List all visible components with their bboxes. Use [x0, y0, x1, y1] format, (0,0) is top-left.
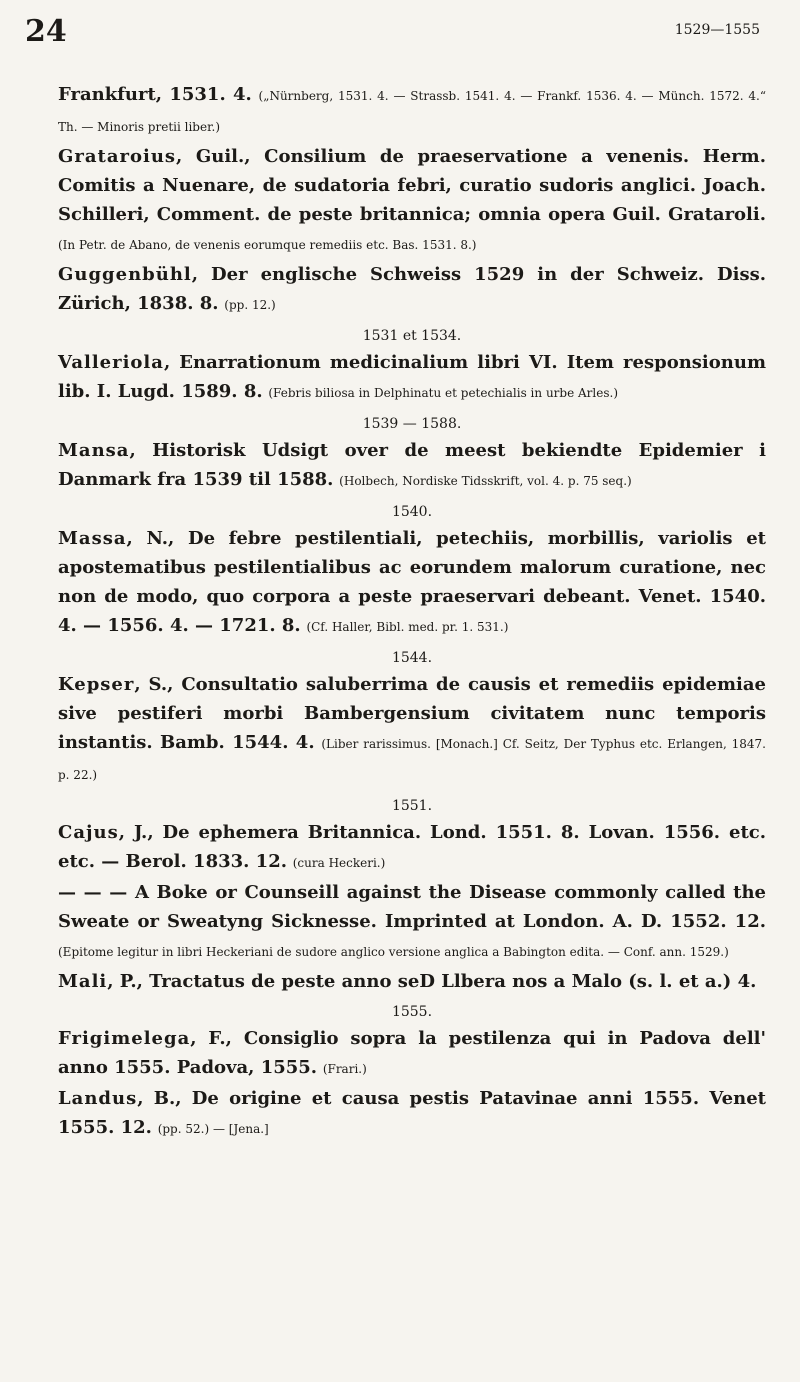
- year-heading: 1551.: [391, 798, 433, 814]
- entry-cajus: Cajus, J., De ephemera Britannica. Lond. 1551. 8. Lovan. 1556. etc. etc. — Berol. 1833. 12. (cura Heckeri.): [58, 822, 766, 872]
- entry-mansa: Mansa, Historisk Udsigt over de meest bekiendte Epidemier i Danmark fra 1539 til 1588. (Holbech, Nordiske Tidsskrift, vol. 4. p. 75 seq.): [58, 440, 766, 490]
- bibliography-body: [58, 80, 766, 1144]
- year-heading: 1555.: [391, 1004, 433, 1020]
- entry-guggenbuhl: Guggenbühl, Der englische Schweiss 1529 in der Schweiz. Diss. Zürich, 1838. 8. (pp. 12.): [58, 264, 766, 314]
- entry-massa: Massa, N., De febre pestilentiali, petechiis, morbillis, variolis et apostematibus pestilentialibus ac eorundem malorum curatione, nec non de modo, quo corpora a peste praeservari debeant. Venet. 1540. 4. — 1556. 4. — 1721. 8. (Cf. Haller, Bibl. med. pr. 1. 531.): [58, 528, 766, 636]
- running-head-years: 1529—1555: [674, 22, 760, 38]
- year-heading: 1539 — 1588.: [362, 416, 462, 432]
- entry-cajus-boke: — — — A Boke or Counseill against the Disease commonly called the Sweate or Sweatyng Sicknesse. Imprinted at London. A. D. 1552. 12. (Epitome legitur in libri Heckeriani de sudore anglico versione anglica a Babington edita. — Conf. ann. 1529.): [58, 882, 766, 959]
- entry-frigimelega: Frigimelega, F., Consiglio sopra la pestilenza qui in Padova dell' anno 1555. Padova, 1555. (Frari.): [58, 1028, 766, 1078]
- entry-grataroius: Grataroius, Guil., Consilium de praeservatione a venenis. Herm. Comitis a Nuenare, de sudatoria febri, curatio sudoris anglici. Joach. Schilleri, Comment. de peste britannica; omnia opera Guil. Grataroli. (In Petr. de Abano, de venenis eorumque remediis etc. Bas. 1531. 8.): [58, 146, 766, 252]
- entry-valleriola: Valleriola, Enarrationum medicinalium libri VI. Item responsionum lib. I. Lugd. 1589. 8. (Febris biliosa in Delphinatu et petechialis in urbe Arles.): [58, 352, 766, 402]
- year-heading: 1544.: [391, 650, 433, 666]
- year-heading: 1540.: [391, 504, 433, 520]
- year-heading: 1531 et 1534.: [362, 328, 462, 344]
- entry-mali: Mali, P., Tractatus de peste anno seD Llbera nos a Malo (s. l. et a.) 4.: [58, 971, 757, 992]
- entry-frankfurt: Frankfurt, 1531. 4. („Nürnberg, 1531. 4. — Strassb. 1541. 4. — Frankf. 1536. 4. — Münch. 1572. 4.“ Th. — Minoris pretii liber.): [58, 84, 766, 134]
- entry-kepser: Kepser, S., Consultatio saluberrima de causis et remediis epidemiae sive pestiferi morbi Bambergensium civitatem nunc temporis instantis. Bamb. 1544. 4. (Liber rarissimus. [Monach.] Cf. Seitz, Der Typhus etc. Erlangen, 1847. p. 22.): [58, 674, 766, 782]
- entry-landus: Landus, B., De origine et causa pestis Patavinae anni 1555. Venet 1555. 12. (pp. 52.) — [Jena.]: [58, 1088, 766, 1138]
- page-number: 24: [25, 14, 67, 49]
